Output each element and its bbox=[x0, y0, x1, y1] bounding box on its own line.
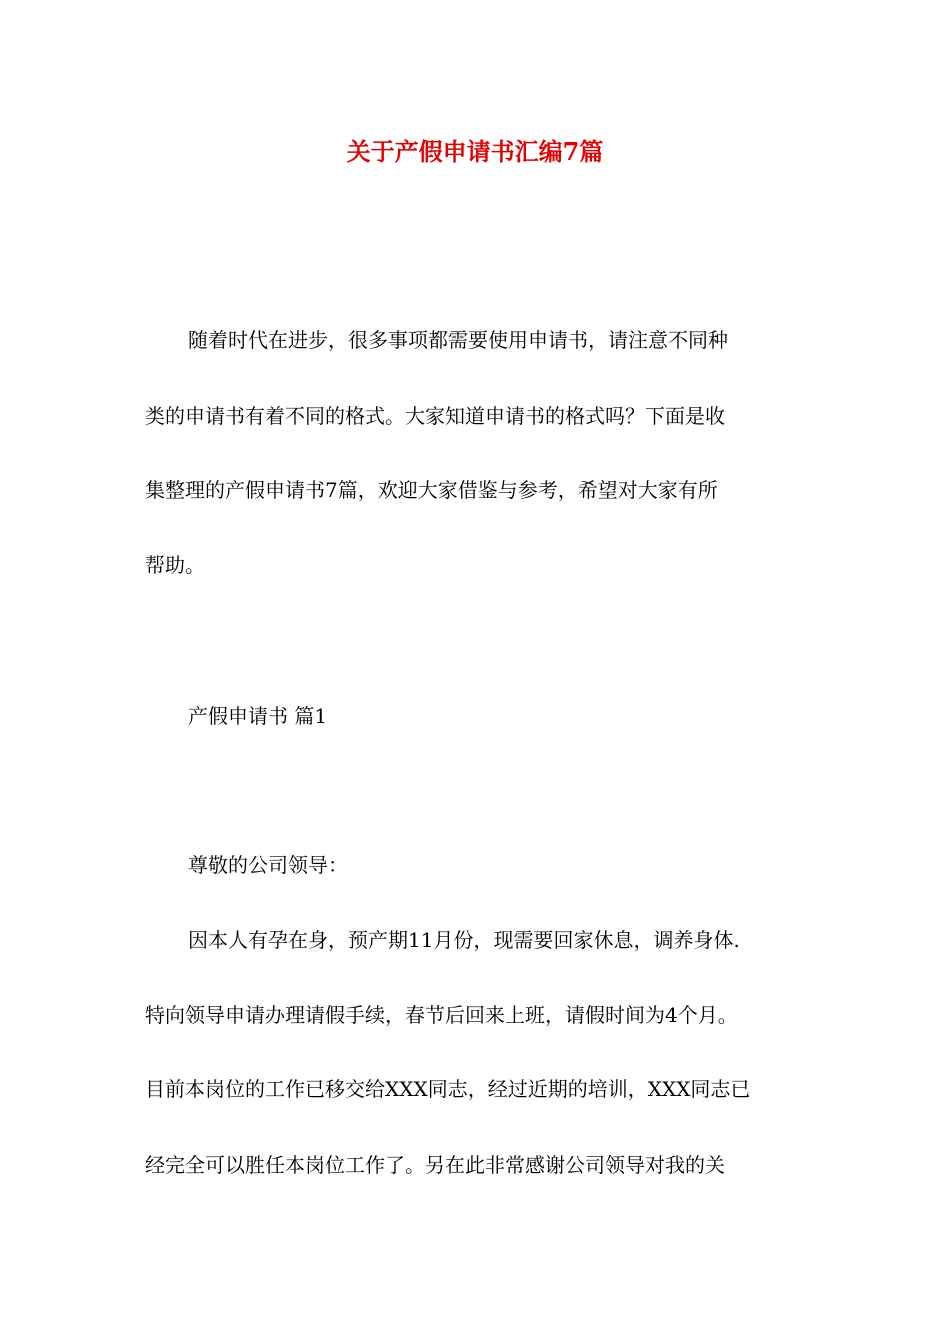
intro-line-3: 集整理的产假申请书7篇，欢迎大家借鉴与参考，希望对大家有所 bbox=[145, 478, 718, 502]
body-line-2: 特向领导申请办理请假手续，春节后回来上班，请假时间为4个月。 bbox=[145, 1003, 738, 1027]
salutation: 尊敬的公司领导： bbox=[188, 853, 348, 877]
section-heading: 产假申请书 篇1 bbox=[188, 704, 328, 728]
intro-line-1: 随着时代在进步，很多事项都需要使用申请书，请注意不同种 bbox=[188, 328, 728, 352]
body-line-1: 因本人有孕在身，预产期11月份，现需要回家休息，调养身体. bbox=[188, 928, 740, 952]
body-line-4: 经完全可以胜任本岗位工作了。另在此非常感谢公司领导对我的关 bbox=[145, 1153, 725, 1177]
intro-line-2: 类的申请书有着不同的格式。大家知道申请书的格式吗？下面是收 bbox=[145, 404, 725, 428]
body-line-3: 目前本岗位的工作已移交给XXX同志，经过近期的培训，XXX同志已 bbox=[145, 1077, 751, 1101]
intro-line-4: 帮助。 bbox=[145, 553, 205, 577]
document-title: 关于产假申请书汇编7篇 bbox=[346, 137, 604, 166]
